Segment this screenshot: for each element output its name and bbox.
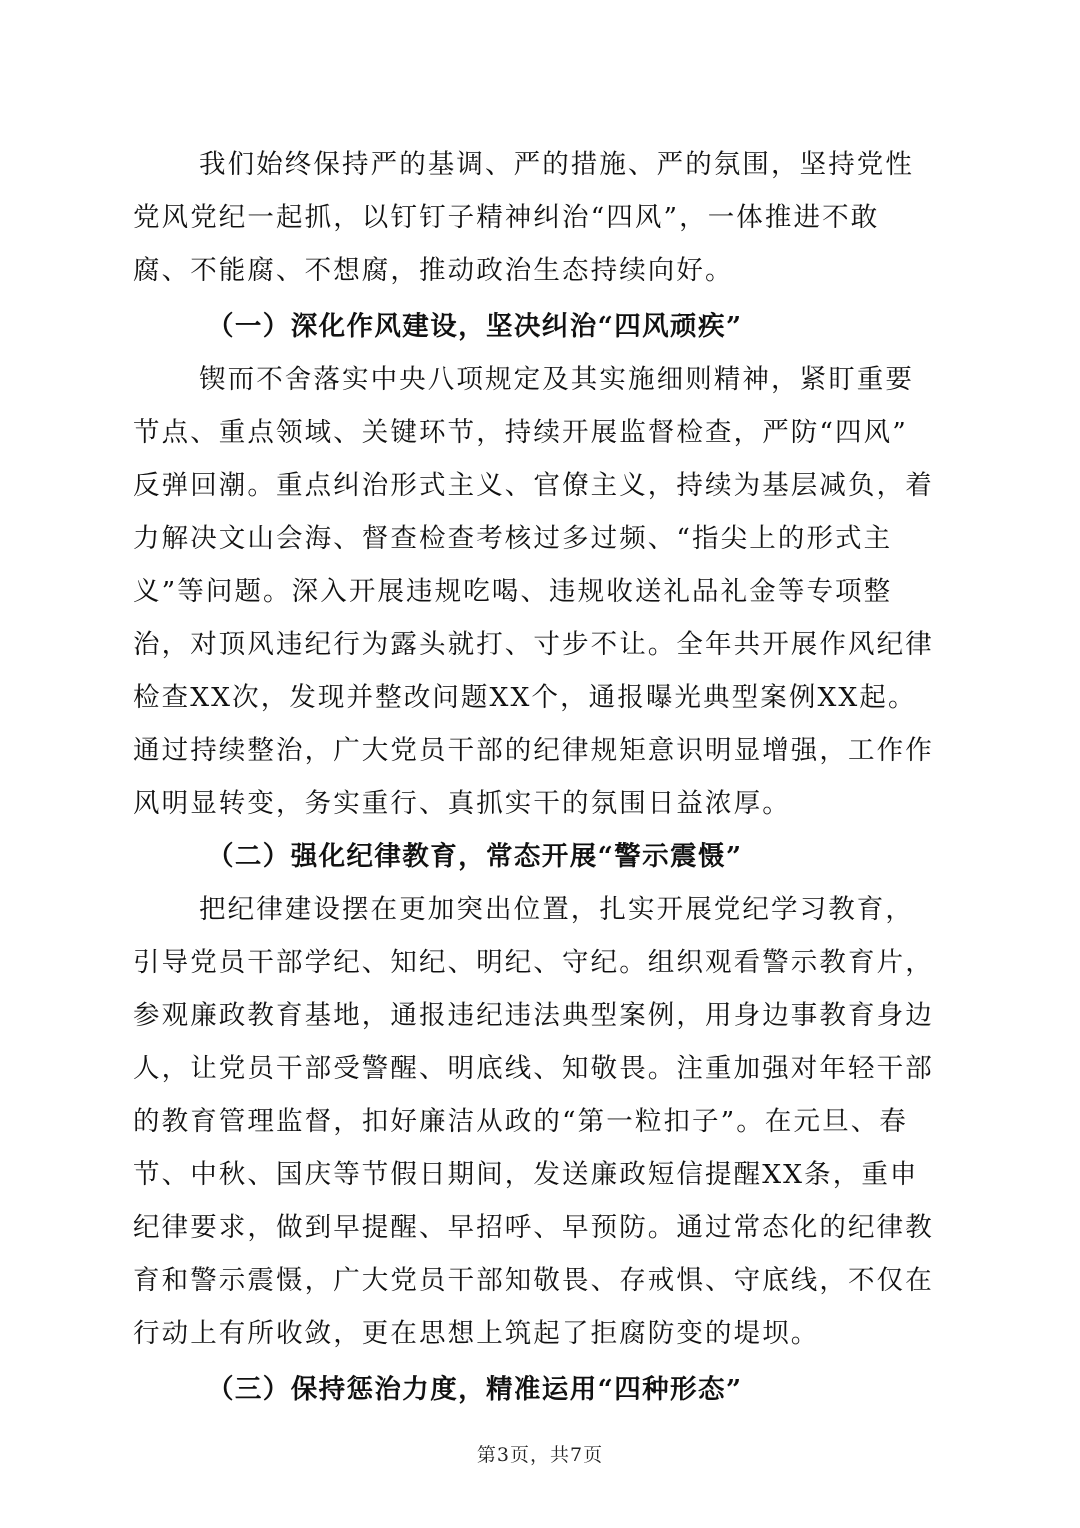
paragraph-line: 节点、重点领域、关键环节，持续开展监督检查，严防“四风” [133, 417, 908, 448]
section-heading-3: （三）保持惩治力度，精准运用“四种形态” [207, 1374, 743, 1405]
paragraph-line: 党风党纪一起抓，以钉钉子精神纠治“四风”，一体推进不敢 [133, 202, 880, 233]
paragraph-line: 把纪律建设摆在更加突出位置，扎实开展党纪学习教育， [199, 894, 914, 925]
section-heading-2: （二）强化纪律教育，常态开展“警示震慑” [207, 841, 743, 872]
paragraph-line: 力解决文山会海、督查检查考核过多过频、“指尖上的形式主 [133, 523, 893, 554]
paragraph-line: 通过持续整治，广大党员干部的纪律规矩意识明显增强，工作作 [133, 735, 934, 766]
paragraph-line: 锲而不舍落实中央八项规定及其实施细则精神，紧盯重要 [199, 364, 914, 395]
paragraph-line: 风明显转变，务实重行、真抓实干的氛围日益浓厚。 [133, 788, 791, 819]
section-heading-1: （一）深化作风建设，坚决纠治“四风顽疾” [207, 311, 743, 342]
paragraph-line: 我们始终保持严的基调、严的措施、严的氛围，坚持党性 [199, 149, 914, 180]
paragraph-line: 育和警示震慑，广大党员干部知敬畏、存戒惧、守底线，不仅在 [133, 1265, 934, 1296]
paragraph-line: 检查XX次，发现并整改问题XX个，通报曝光典型案例XX起。 [133, 682, 917, 713]
paragraph-line: 义”等问题。深入开展违规吃喝、违规收送礼品礼金等专项整 [133, 576, 893, 607]
paragraph-line: 反弹回潮。重点纠治形式主义、官僚主义，持续为基层减负，着 [133, 470, 934, 501]
paragraph-line: 的教育管理监督，扣好廉洁从政的“第一粒扣子”。在元旦、春 [133, 1106, 908, 1137]
paragraph-line: 引导党员干部学纪、知纪、明纪、守纪。组织观看警示教育片， [133, 947, 934, 978]
paragraph-line: 人，让党员干部受警醒、明底线、知敬畏。注重加强对年轻干部 [133, 1053, 934, 1084]
paragraph-line: 腐、不能腐、不想腐，推动政治生态持续向好。 [133, 255, 734, 286]
paragraph-line: 参观廉政教育基地，通报违纪违法典型案例，用身边事教育身边 [133, 1000, 934, 1031]
paragraph-line: 治，对顶风违纪行为露头就打、寸步不让。全年共开展作风纪律 [133, 629, 934, 660]
paragraph-line: 纪律要求，做到早提醒、早招呼、早预防。通过常态化的纪律教 [133, 1212, 934, 1243]
page-number-footer: 第3页，共7页 [476, 1444, 604, 1466]
document-body [133, 138, 945, 1416]
paragraph-line: 节、中秋、国庆等节假日期间，发送廉政短信提醒XX条，重申 [133, 1159, 919, 1190]
paragraph-line: 行动上有所收敛，更在思想上筑起了拒腐防变的堤坝。 [133, 1318, 820, 1349]
